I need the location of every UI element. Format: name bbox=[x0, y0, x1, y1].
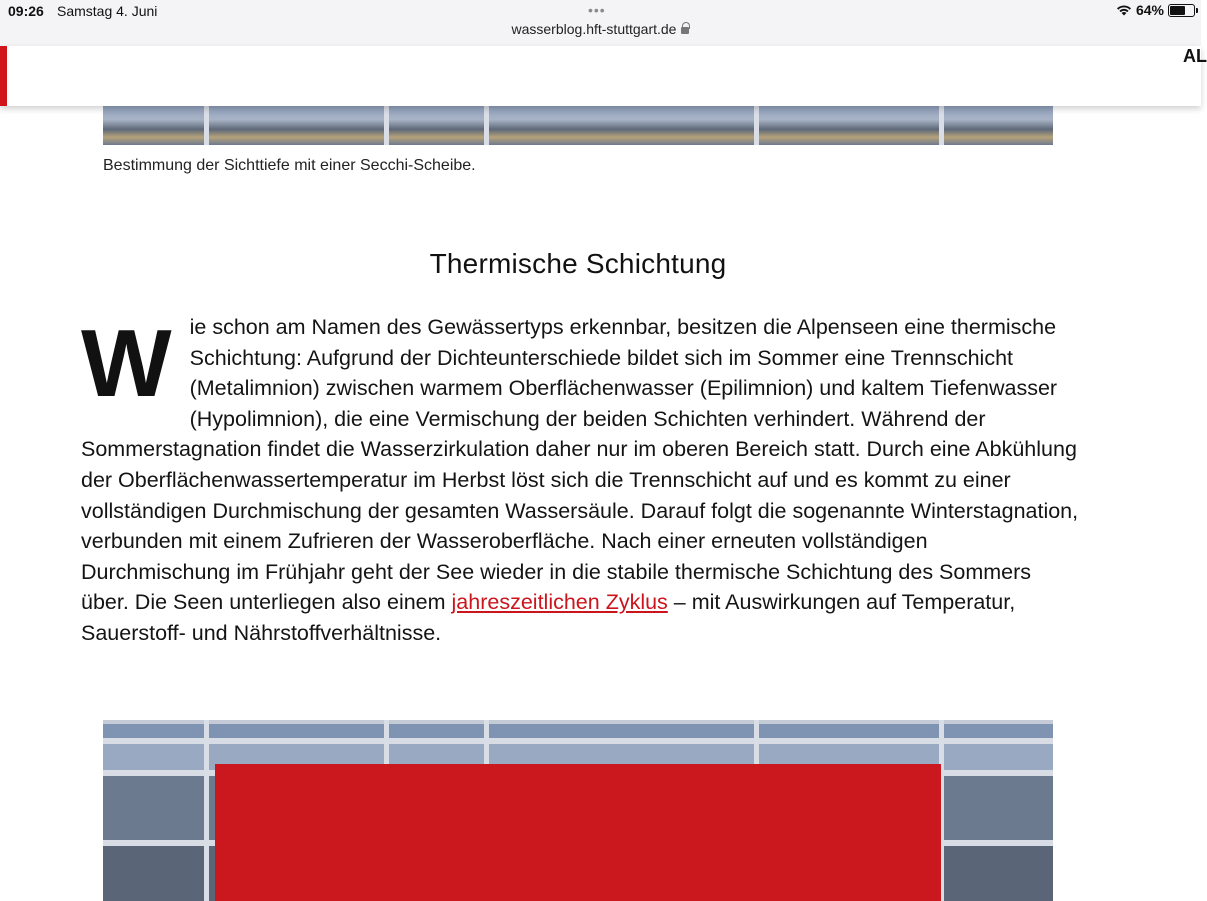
status-bar bbox=[0, 0, 1201, 46]
tab-options-icon[interactable]: ••• bbox=[588, 2, 606, 18]
paragraph-text-end: – mit Auswirkungen auf Temperatur, Sauerstoff- und Nährstoffverhältnisse. bbox=[81, 590, 1016, 645]
library-photo bbox=[103, 720, 1053, 901]
paragraph-text-start: ie schon am Namen des Gewässertyps erkennbar, besitzen die Alpenseen eine thermische Schichtung: Aufgrund der Dichteunterschiede bildet sich im Sommer eine Trennschicht (Metalimnion) zwischen warmem Oberflächenwasser (Epilimnion) und kaltem Tiefenwasser (Hypolimnion), die eine Vermischung der beiden Schichten verhindert. Während der Sommerstagnation findet die Wasserzirkulation daher nur im oberen Bereich statt. Durch eine Abkühlung der Oberflächenwassertemperatur im Herbst löst sich die Trennschicht auf und es kommt zu einer vollständigen Durchmischung der gesamten Wassersäule. Darauf folgt die sogenannte Winterstagnation, verbunden mit einem Zufrieren der Wasseroberfläche. Nach einer erneuten vollständigen Durchmischung im Frühjahr geht der See wieder in die stabile thermische Schichtung des Sommers über. Die Seen unterliegen also einem bbox=[81, 315, 1079, 615]
battery-level bbox=[1170, 6, 1185, 15]
battery-icon bbox=[1168, 4, 1195, 17]
article-paragraph bbox=[81, 312, 1081, 649]
header-accent-bar bbox=[0, 46, 7, 106]
secchi-photo bbox=[103, 106, 1053, 145]
status-date: Samstag 4. Juni bbox=[57, 3, 158, 19]
wifi-icon bbox=[1116, 4, 1132, 16]
battery-percent: 64% bbox=[1135, 2, 1164, 18]
site-header bbox=[0, 46, 1207, 106]
lock-icon bbox=[681, 27, 689, 34]
url-text[interactable]: wasserblog.hft-stuttgart.de bbox=[511, 21, 677, 37]
status-time: 09:26 bbox=[8, 3, 44, 19]
header-menu-text[interactable]: AL bbox=[1183, 46, 1207, 66]
red-overlay-box bbox=[215, 764, 941, 901]
dropcap-letter: W bbox=[81, 310, 172, 417]
figure-caption: Bestimmung der Sichttiefe mit einer Secchi-Scheibe. bbox=[103, 157, 476, 174]
status-indicators bbox=[1116, 2, 1195, 18]
section-heading: Thermische Schichtung bbox=[429, 248, 727, 279]
address-bar[interactable] bbox=[0, 21, 1201, 37]
seasonal-cycle-link[interactable]: jahreszeitlichen Zyklus bbox=[451, 590, 668, 615]
